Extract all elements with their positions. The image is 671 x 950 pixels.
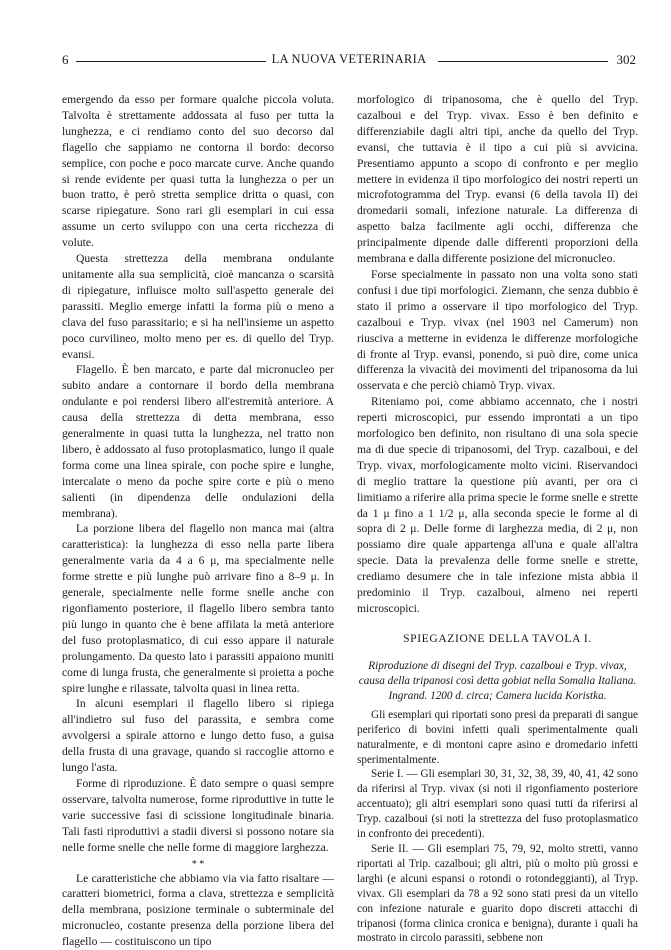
left-column	[62, 92, 334, 950]
running-header	[60, 50, 638, 70]
paragraph: Riteniamo poi, come abbiamo accennato, che i nostri reperti microscopici, pur essendo improntati a un tipo morfologico ben definito, non risultano di una sola specie ma di due specie di tripanosomi, del Tryp. cazalboui, e del Tryp. vivax, morfologicamente molto vicini. Riservandoci di meglio trattare la questione più avanti, per ora ci limitiamo a riferire alla prima specie le forme snelle e strette da 1 μ fino a 1 1/2 μ, alla seconda specie le forme al di sopra di 2 μ. Delle forme di larghezza media, di 2 μ, non possiamo dire quale appartenga all'una e quale all'altra specie. Data la prevalenza delle forme snelle e strette, crediamo desumere che in tale infezione mista abbia il predominio il Tryp. cazalboui, almeno nei reperti microscopici.	[357, 394, 638, 617]
page-number-left: 6	[62, 52, 69, 68]
paragraph: Questa strettezza della membrana ondulante unitamente alla sua semplicità, cioè mancanza o scarsità di ripiegature, influisce molto sull'aspetto generale dei parassiti. Meglio emerge infatti la forma più o meno a clava del fuso parassitario; e si ha nell'insieme un aspetto poco curvilineo, molto meno per es. di quello del Tryp. evansi.	[62, 251, 334, 362]
paragraph: morfologico di tripanosoma, che è quello del Tryp. cazalboui e del Tryp. vivax. Esso è ben definito e differenziabile dagli altri tipi, anche da quello del Tryp. evansi, che tuttavia è il tipo a cui più si avvicina. Presentiamo appunto a scopo di confronto e per meglio mettere in evidenza il tipo morfologico dei nostri reperti un microfotogramma del Tryp. evansi (6 della tavola II) dei dromedarii somali, infezione naturale. La differenza di aspetto balza facilmente agli occhi, differenza che principalmente dipende dalle differenti proporzioni della membrana e dalla differente posizione del micronucleo.	[357, 92, 638, 267]
paragraph: Le caratteristiche che abbiamo via via fatto risaltare — caratteri biometrici, forma a clava, strettezza e semplicità della membrana, posizione terminale o subterminale del micronucleo, costante presenza della porzione libera del flagello — costituiscono un tipo	[62, 871, 334, 950]
journal-title	[60, 52, 638, 67]
paragraph: emergendo da esso per formare qualche piccola voluta. Talvolta è strettamente addossata al fuso per tutta la lunghezza, e ci rendiamo conto del suo decorso dal flagello che sappiamo ne contorna il bordo: decorso semplice, con poche e poco marcate curve. Anche quando si rende evidente per quasi tutta la lunghezza o per un buon tratto, è però stretta semplice dritta o quasi, con scarse ripiegature. Sono rari gli esemplari in cui essa assume un certo sviluppo con una certa ricchezza di volute.	[62, 92, 334, 251]
paragraph-forme-riproduzione: Forme di riproduzione. È dato sempre o quasi sempre osservare, talvolta numerose, forme riproduttive in tutte le varie successive fasi di scissione longitudinale binaria. Tali fasti riproduttivi a stadii diversi si possono notare sia nelle forme snelle che nelle forme di maggiore larghezza.	[62, 776, 334, 856]
plate-caption: Riproduzione di disegni del Tryp. cazalboui e Tryp. vivax, causa della tripanosi così detta gobiat nella Somalia Italiana. Ingrand. 1200 d. circa; Camera lucida Koristka.	[357, 659, 638, 704]
paragraph-serie-1: Serie I. — Gli esemplari 30, 31, 32, 38, 39, 40, 41, 42 sono da riferirsi al Tryp. vivax (si noti il rigonfiamento posteriore accentuato); gli altri esemplari sono quasi tutti da riferirsi al Tryp. cazalboui (si noti la strettezza del fuso protoplasmatico in confronto dei precedenti).	[357, 767, 638, 842]
paragraph: La porzione libera del flagello non manca mai (altra caratteristica): la lunghezza di esso nella parte libera generalmente varia da 4 a 6 μ, ma specialmente nelle forme strette e più lunghe può arrivare fino a 8–9 μ. In generale, specialmente nelle forme snelle anche con rigonfiamento posteriore, il flagello libero sembra tanto più lungo in quanto che è bene affilata la metà anteriore del fuso protoplasmatico, di cui esso appare il naturale prolungamento. Da questo lato i parassiti appaiono muniti come di lunga frusta, che generalmente si proietta a poche spire lunghe e rilassate, talvolta quasi in linea retta.	[62, 521, 334, 696]
section-heading: SPIEGAZIONE DELLA TAVOLA I.	[357, 631, 638, 647]
right-column	[357, 92, 638, 946]
paragraph: In alcuni esemplari il flagello libero si ripiega all'indietro sul fuso del parassita, e sembra come avvolgersi a spirale attorno e lungo detto fuso, a guisa della frusta di una gravage, quando si raccoglie attorno e lungo l'asta.	[62, 696, 334, 776]
paragraph: Forse specialmente in passato non una volta sono stati confusi i due tipi morfologici. Ziemann, che senza dubbio è stato il primo a osservare il tipo morfologico del Tryp. cazalboui e Tryp. vivax (nel 1903 nel Camerum) non riusciva a metterne in evidenza le differenze morfologiche di fronte al Tryp. evansi, ponendo, si può dire, come unica differenza la vivacità dei movimenti del tripanosoma da lui osservata e che perciò chiamò Tryp. vivax.	[357, 267, 638, 394]
header-rule-right	[438, 61, 608, 62]
paragraph-flagello: Flagello. È ben marcato, e parte dal micronucleo per subito andare a contornare il bordo della membrana ondulante e poi rendersi libero all'estremità anteriore. A causa della strettezza di detta membrana, esso generalmente in quasi tutta la lunghezza, nel tratto non libero, è addossato al fuso protoplasmatico, lungo il quale forma come una linea spirale, con poche spire e lunghe, intercalate o meno da poche spire corte e più o meno salienti (in dipendenza delle ondulazioni della membrana).	[62, 362, 334, 521]
paragraph-serie-2: Serie II. — Gli esemplari 75, 79, 92, molto stretti, vanno riportati al Trip. cazalboui; gli altri, più o molto più grossi e larghi (e alcuni espansi o rotondi o rotondeggianti), al Tryp. vivax. Gli esemplari da 78 a 92 sono stati presi da un vitello con infezione naturale e guarito dopo discreti attacchi di tripanosi (forma clinica cronica e benigna), durante i quali ha mostrato in circolo parassiti, sebbene non	[357, 842, 638, 946]
page-number-right: 302	[617, 52, 637, 68]
section-separator-asterisks: * *	[62, 860, 334, 869]
journal-title-text: LA NUOVA VETERINARIA	[266, 52, 433, 66]
paragraph: Gli esemplari qui riportati sono presi da preparati di sangue periferico di bovini infetti quali sperimentalmente quali naturalmente, e di montoni capre asino e dromedario infetti sperimentalmente.	[357, 708, 638, 768]
